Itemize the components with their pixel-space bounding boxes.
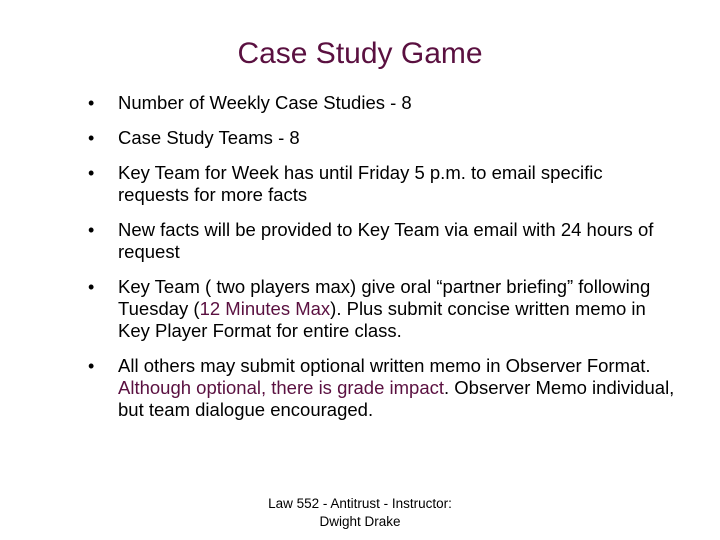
bullet-text [118, 219, 653, 262]
bullet-dot-icon: • [88, 128, 95, 148]
bullet-text-part: Key Team ( two players max) give oral “partner briefing” following Tuesday ( [118, 276, 651, 319]
bullet-text [118, 355, 674, 420]
bullet-text [118, 162, 603, 205]
footer-instructor: Dwight Drake [319, 514, 401, 529]
bullet-text-part: All others may submit optional written memo in Observer Format. [118, 355, 651, 376]
bullet-item [88, 127, 678, 149]
bullet-text-highlight: 12 Minutes Max [199, 298, 331, 319]
bullet-dot-icon: • [88, 220, 95, 240]
bullet-dot-icon: • [88, 277, 95, 297]
bullet-text-highlight: Although optional, there is grade impact [118, 377, 445, 398]
bullet-text-part: New facts will be provided to Key Team via email with 24 hours of request [118, 219, 654, 262]
bullet-text-part: ). Plus submit concise written memo in Key Player Format for entire class. [118, 298, 646, 341]
bullet-text-part: Number of Weekly Case Studies - 8 [118, 92, 412, 113]
bullet-dot-icon: • [88, 93, 95, 113]
bullet-text-part: Key Team for Week has until Friday 5 p.m. to email specific requests for more facts [118, 162, 603, 205]
bullet-dot-icon: • [88, 163, 95, 183]
bullet-text [118, 92, 412, 113]
bullet-text [118, 127, 300, 148]
bullet-text-part: . Observer Memo individual, but team dialogue encouraged. [118, 377, 675, 420]
bullet-list [88, 92, 678, 434]
bullet-item [88, 162, 678, 206]
bullet-text [118, 276, 650, 341]
slide-title: Case Study Game [237, 37, 483, 70]
footer-course: Law 552 - Antitrust - Instructor: [268, 496, 452, 511]
bullet-item [88, 219, 678, 263]
bullet-text-part: Case Study Teams - 8 [118, 127, 300, 148]
bullet-item [88, 276, 678, 342]
bullet-item [88, 92, 678, 114]
bullet-dot-icon: • [88, 356, 95, 376]
bullet-item [88, 355, 678, 421]
slide-footer [240, 495, 480, 531]
